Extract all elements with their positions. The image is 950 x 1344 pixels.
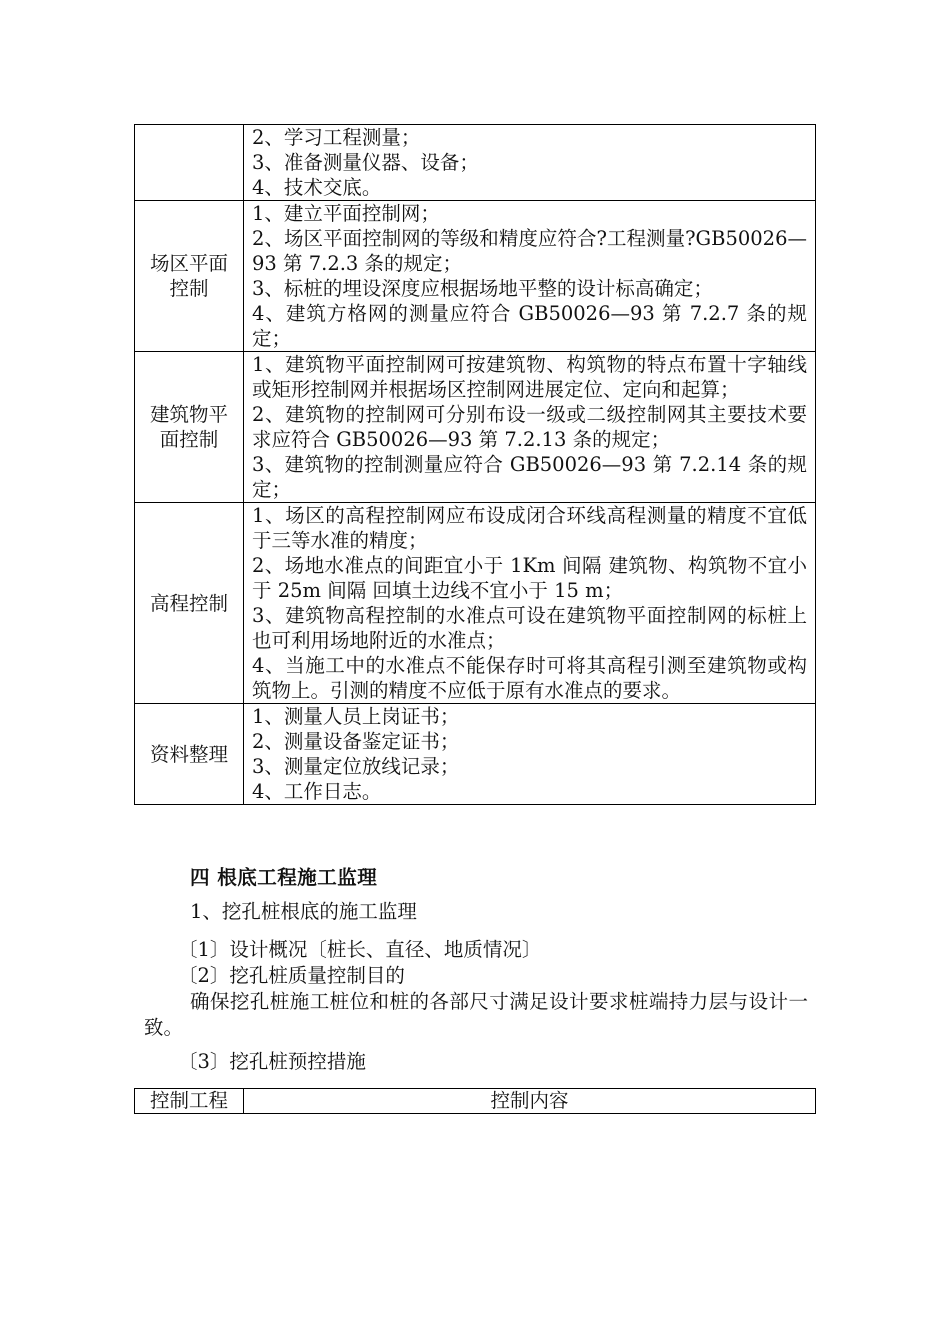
section-heading: 四 根底工程施工监理 — [190, 866, 378, 889]
item-preventive-measures: 〔3〕挖孔桩预控措施 — [178, 1050, 366, 1073]
survey-control-table — [134, 124, 816, 805]
content-line: 1、建筑物平面控制网可按建筑物、构筑物的特点布置十字轴线或矩形控制网并根据场区控制网进展定位、定向和起算； — [252, 353, 807, 401]
row-content — [244, 704, 816, 805]
item-design-overview: 〔1〕设计概况〔桩长、直径、地质情况〕 — [178, 938, 542, 961]
row-content — [244, 125, 816, 201]
content-line: 1、测量人员上岗证书； — [252, 705, 460, 728]
content-line: 4、建筑方格网的测量应符合 GB50026—93 第 7.2.7 条的规定； — [252, 302, 807, 350]
row-label: 资料整理 — [135, 704, 244, 805]
content-line: 3、标桩的埋设深度应根据场地平整的设计标高确定； — [252, 277, 713, 300]
content-line: 3、建筑物的控制测量应符合 GB50026—93 第 7.2.14 条的规定； — [252, 453, 807, 501]
column-header-item: 控制工程 — [135, 1089, 244, 1114]
row-label: 建筑物平面控制 — [135, 352, 244, 503]
table-row — [135, 201, 816, 352]
content-line: 4、工作日志。 — [252, 780, 382, 803]
subsection-heading: 1、挖孔桩根底的施工监理 — [190, 900, 417, 923]
content-line: 3、建筑物高程控制的水准点可设在建筑物平面控制网的标桩上也可利用场地附近的水准点； — [252, 604, 807, 652]
table-row — [135, 704, 816, 805]
row-label: 高程控制 — [135, 503, 244, 704]
row-label: 场区平面控制 — [135, 201, 244, 352]
content-line: 2、测量设备鉴定证书； — [252, 730, 460, 753]
content-line: 4、当施工中的水准点不能保存时可将其高程引测至建筑物或构筑物上。引测的精度不应低于原有水准点的要求。 — [252, 654, 807, 702]
row-label — [135, 125, 244, 201]
content-line: 2、场地水准点的间距宜小于 1Km 间隔 建筑物、构筑物不宜小于 25m 间隔 回填土边线不宜小于 15 m； — [252, 554, 807, 602]
row-content — [244, 201, 816, 352]
content-line: 2、建筑物的控制网可分别布设一级或二级控制网其主要技术要求应符合 GB50026—93 第 7.2.13 条的规定； — [252, 403, 807, 451]
table-header-row — [135, 1089, 816, 1114]
table-row — [135, 503, 816, 704]
table-row — [135, 125, 816, 201]
content-line: 4、技术交底。 — [252, 176, 382, 199]
row-content — [244, 352, 816, 503]
quality-goal-text: 确保挖孔桩施工桩位和桩的各部尺寸满足设计要求桩端持力层与设计一致。 — [144, 990, 808, 1039]
content-line: 3、测量定位放线记录； — [252, 755, 460, 778]
content-line: 2、场区平面控制网的等级和精度应符合?工程测量?GB50026—93 第 7.2.3 条的规定； — [252, 227, 807, 275]
content-line: 1、场区的高程控制网应布设成闭合环线高程测量的精度不宜低于三等水准的精度； — [252, 504, 807, 552]
content-line: 3、准备测量仪器、设备； — [252, 151, 479, 174]
table-row — [135, 352, 816, 503]
content-line: 2、学习工程测量； — [252, 126, 421, 149]
column-header-content: 控制内容 — [244, 1089, 816, 1114]
item-quality-goal: 〔2〕挖孔桩质量控制目的 — [178, 964, 405, 987]
row-content — [244, 503, 816, 704]
content-line: 1、建立平面控制网； — [252, 202, 440, 225]
pile-control-table — [134, 1088, 816, 1114]
